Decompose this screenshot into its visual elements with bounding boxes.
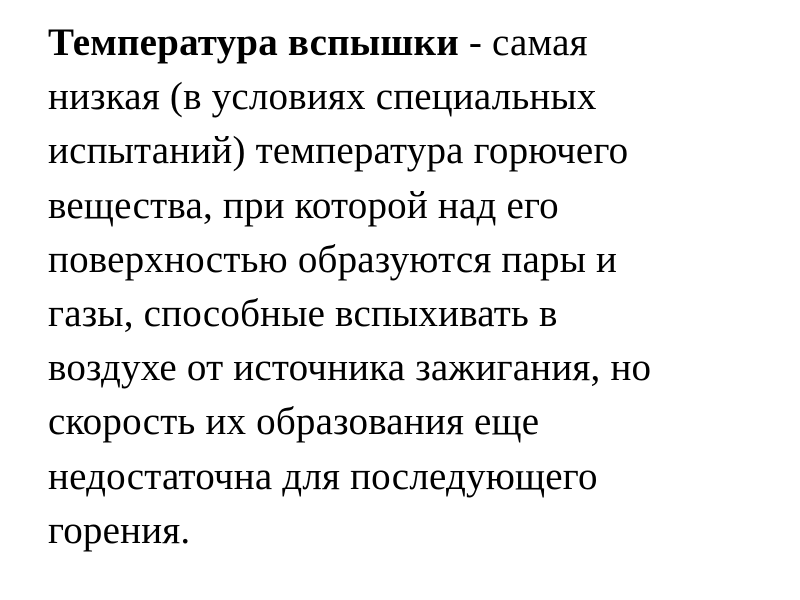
text-line-7: воздухе от источника зажигания, но — [48, 346, 652, 390]
text-line-9: недостаточна для последующего — [48, 454, 598, 498]
text-line-3: испытаний) температура горючего — [48, 129, 629, 173]
text-line-2: низкая (в условиях специальных — [48, 75, 597, 119]
text-line-6: газы, способные вспыхивать в — [48, 292, 558, 336]
text-line-4: вещества, при которой над его — [48, 183, 559, 227]
text-line-5: поверхностью образуются пары и — [48, 237, 618, 281]
text-line-8: скорость их образования еще — [48, 400, 540, 444]
text-line-1-rest: - самая — [458, 21, 588, 64]
text-line-10: горения. — [48, 508, 191, 552]
definition-paragraph — [48, 16, 768, 558]
defined-term: Температура вспышки — [48, 21, 459, 64]
text-line-1 — [48, 16, 768, 70]
